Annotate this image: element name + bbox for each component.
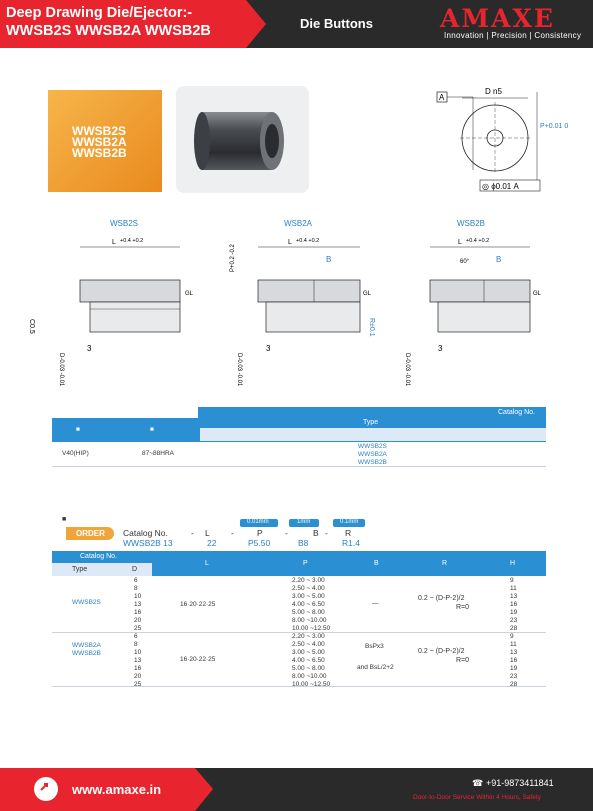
tagline: Innovation | Precision | Consistency [444,31,582,40]
row-p: 3.00 ~ 5.00 [292,593,325,600]
row-d: 16 [134,609,142,616]
row-d: 6 [134,577,138,584]
row-p: 2.50 ~ 4.00 [292,641,325,648]
sep: - [231,528,234,538]
phone-number[interactable]: +91-9873411841 [486,778,554,788]
type-label: Type [363,419,379,426]
row-p: 5.00 ~ 8.00 [292,609,325,616]
row-p: 5.00 ~ 8.00 [292,665,325,672]
unit-label: 0.01mm [247,519,269,525]
gl-label: GL [363,291,372,297]
type-item: WWSB2S [358,443,387,450]
group-r1: 0.2 ~ (D-P-2)/2 [418,648,465,655]
view-wsb2b [404,238,542,387]
view-label-wsb2b: WSB2B [457,219,486,228]
col-d: D [132,566,138,573]
l-tol: +0.4 +0.2 [466,238,490,244]
gl-label: GL [533,291,542,297]
group-l: 16·20·22·25 [180,601,216,608]
label-line: WWSB2B [72,146,127,160]
l-dim: L [288,239,292,246]
sep: - [191,528,194,538]
angle-label: 60° [460,259,470,265]
service-text: Door-to-Door Service Within 4 Hours, Safety [413,794,541,801]
row-h: 11 [510,585,517,592]
example-code: WWSB2B 13 [123,538,173,548]
website-link[interactable]: www.amaxe.in [72,782,162,797]
row-h: 16 [510,657,518,664]
material-row [52,442,546,467]
field-b: B [313,528,319,538]
row-h: 13 [510,593,518,600]
section-title: Die Buttons [300,16,373,31]
l-dim: L [112,239,116,246]
row-h: 28 [510,681,518,688]
row-h: 19 [510,665,518,672]
row-p: 10.00 ~12.50 [292,681,331,688]
example-l: 22 [207,538,217,548]
diameter-label: D n5 [485,87,502,96]
field-l: L [205,528,210,538]
row-p: 2.20 ~ 3.00 [292,577,325,584]
example-b: B8 [298,538,309,548]
field-p: P [257,528,263,538]
die-button-image [176,86,309,193]
row-h: 9 [510,577,514,584]
col-catalog: Catalog No. [80,553,117,560]
col-h: H [510,560,516,567]
hardness-col-icon: ■ [150,426,154,433]
row-p: 8.00 ~10.00 [292,673,327,680]
unit-label: 1mm [297,519,311,525]
view-label-wsb2s: WSB2S [110,219,139,228]
p-tolerance: P+0.01 0 [540,123,569,130]
type-subheader [200,428,546,441]
p-tol: P+0.2 -0.2 [230,244,236,272]
amaxe-logo: AMAXE [440,4,555,33]
row-p: 3.00 ~ 5.00 [292,649,325,656]
unit-label: 0.1mm [340,519,359,525]
group-l: 16·20·22·25 [180,656,216,663]
view-wsb2a [230,238,375,387]
row-p: 8.00 ~10.00 [292,617,327,624]
l-tol: +0.4 +0.2 [296,238,320,244]
d-tol: D-0.03 -0.01 [58,353,64,387]
row-d: 8 [134,585,138,592]
group-type: WWSB2S [72,599,101,606]
row-h: 9 [510,633,514,640]
catalog-no-label: Catalog No. [498,409,535,416]
sep: - [325,528,328,538]
d-tol: D-0.03 -0.01 [404,353,410,387]
row-d: 8 [134,641,138,648]
product-label [48,90,162,192]
field-r: R [345,528,352,538]
type-item: WWSB2B [358,459,387,466]
group-b2: and BsL/2+2 [357,664,394,671]
group-r2: R=0 [456,604,470,611]
l-dim: L [458,239,462,246]
group-r1: 0.2 ~ (D-P-2)/2 [418,595,465,602]
row-p: 4.00 ~ 6.50 [292,601,325,608]
group-b: — [372,600,379,607]
row-p: 4.00 ~ 6.50 [292,657,325,664]
b-dim: B [326,255,332,264]
concentricity-callout: ◎ ϕ0.01 A [482,182,519,191]
col-b: B [374,560,379,567]
example-p: P5.50 [248,538,271,548]
row-d: 6 [134,633,138,640]
r-tol: R±0.1 [368,318,375,337]
phone-icon: ☎ [472,778,484,788]
catalog-label: Catalog No. [123,528,168,538]
top-view-drawing [425,80,585,195]
gl-label: GL [185,291,194,297]
row-h: 23 [510,617,518,624]
row-h: 13 [510,649,518,656]
row-h: 19 [510,609,518,616]
three-label: 3 [266,344,271,353]
type-item: WWSB2A [358,451,387,458]
l-tol: +0.4 +0.2 [120,238,144,244]
sep: - [285,528,288,538]
row-d: 16 [134,665,142,672]
three-label: 3 [438,344,443,353]
row-d: 25 [134,625,142,632]
side-views-drawing [20,235,580,395]
d-tol: D-0.03 -0.01 [236,353,242,387]
row-p: 10.00 ~12.50 [292,625,331,632]
view-wsb2s [28,238,194,387]
row-p: 2.50 ~ 4.00 [292,585,325,592]
col-type: Type [72,566,88,573]
row-h: 16 [510,601,518,608]
col-p: P [303,560,308,567]
row-d: 10 [134,593,142,600]
hardness-value: 87~88HRA [142,450,174,457]
group-type: WWSB2A WWSB2B [72,642,101,657]
web-icon [34,777,58,801]
row-h: 11 [510,641,517,648]
col-l: L [205,560,209,567]
c05-label: C0.5 [28,319,35,334]
datum-label: A [439,93,445,102]
check-icon: ■ [62,516,67,523]
row-h: 23 [510,673,518,680]
group-r2: R=0 [456,657,470,664]
view-label-wsb2a: WSB2A [284,219,313,228]
three-label: 3 [87,344,92,353]
col-r: R [442,560,448,567]
group-b1: BsPx3 [365,643,384,650]
catalog-header-bar [198,407,546,418]
page-title [6,4,246,40]
label-line: WWSB2S [72,124,126,138]
product-photo [176,86,309,193]
b-dim: B [496,255,502,264]
label-line: WWSB2A [72,135,127,149]
row-d: 20 [134,673,142,680]
material-col-icon: ■ [76,426,80,433]
row-d: 13 [134,657,142,664]
row-d: 20 [134,617,142,624]
material-value: V40(HIP) [62,450,89,457]
example-r: R1.4 [342,538,360,548]
title-line-2: WWSB2S WWSB2A WWSB2B [6,23,211,39]
row-d: 13 [134,601,142,608]
order-label: ORDER [76,529,105,538]
row-d: 10 [134,649,142,656]
row-h: 28 [510,625,518,632]
row-d: 25 [134,681,142,688]
title-line-1: Deep Drawing Die/Ejector:- [6,5,193,21]
row-p: 2.20 ~ 3.00 [292,633,325,640]
